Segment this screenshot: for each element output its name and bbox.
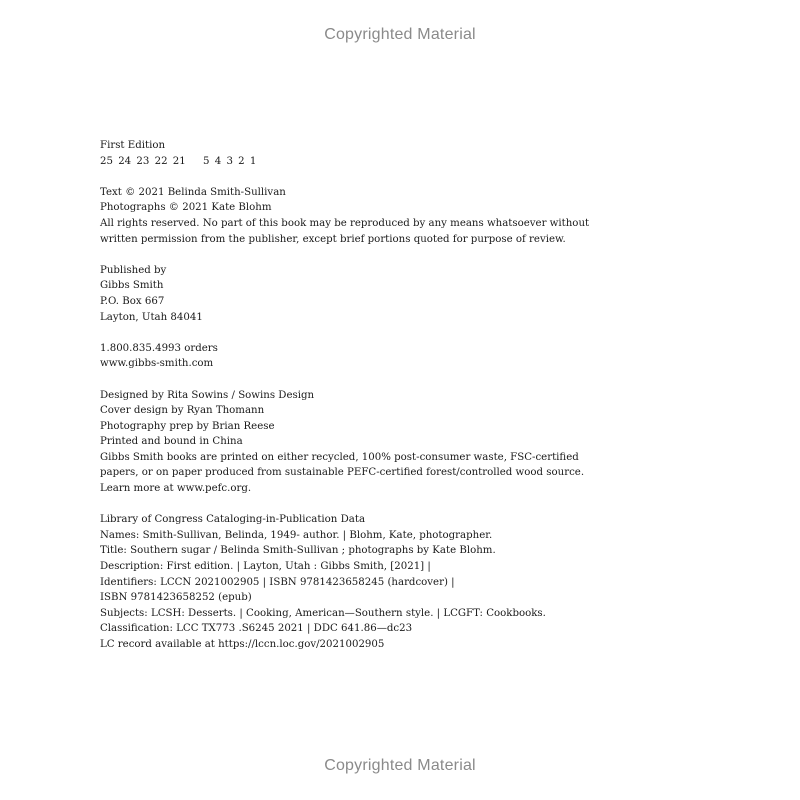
publisher-address-2: Layton, Utah 84041: [100, 311, 203, 323]
cip-description: Description: First edition. | Layton, Utah : Gibbs Smith, [2021] |: [100, 561, 431, 573]
printing-impressions: 5 4 3 2 1: [203, 155, 257, 167]
publisher-address-1: P.O. Box 667: [100, 295, 165, 307]
orders-phone: 1.800.835.4993 orders: [100, 342, 218, 354]
copyright-page: [100, 138, 590, 653]
watermark-bottom: Copyrighted Material: [324, 757, 476, 774]
rights-line-1: All rights reserved. No part of this book may be reproduced by any means whatsoever without: [100, 217, 590, 229]
cip-heading: Library of Congress Cataloging-in-Publication Data: [100, 514, 366, 526]
publisher-name: Gibbs Smith: [100, 280, 164, 292]
paper-note-2: papers, or on paper produced from sustainable PEFC-certified forest/controlled wood source.: [100, 467, 585, 479]
watermark-top: Copyrighted Material: [324, 26, 476, 43]
cip-title: Title: Southern sugar / Belinda Smith-Sullivan ; photographs by Kate Blohm.: [100, 545, 496, 557]
printed-in: Printed and bound in China: [100, 436, 243, 448]
cip-names: Names: Smith-Sullivan, Belinda, 1949- author. | Blohm, Kate, photographer.: [100, 529, 493, 541]
cover-design: Cover design by Ryan Thomann: [100, 405, 265, 417]
cip-record: LC record available at https://lccn.loc.gov/2021002905: [100, 639, 385, 650]
publisher-website: www.gibbs-smith.com: [100, 358, 214, 370]
cip-identifiers-1: Identifiers: LCCN 2021002905 | ISBN 9781423658245 (hardcover) |: [100, 576, 455, 588]
rights-line-2: written permission from the publisher, except brief portions quoted for purpose of review.: [100, 233, 566, 245]
cip-identifiers-2: ISBN 9781423658252 (epub): [100, 592, 252, 604]
cip-subjects: Subjects: LCSH: Desserts. | Cooking, American—Southern style. | LCGFT: Cookbooks.: [100, 607, 546, 619]
cip-classification: Classification: LCC TX773 .S6245 2021 | DDC 641.86—dc23: [100, 623, 413, 635]
paper-note-3: Learn more at www.pefc.org.: [100, 483, 252, 495]
printing-years: 25 24 23 22 21: [100, 155, 186, 167]
designed-by: Designed by Rita Sowins / Sowins Design: [100, 389, 315, 401]
paper-note-1: Gibbs Smith books are printed on either recycled, 100% post-consumer waste, FSC-certified: [100, 451, 579, 463]
printing-line: [100, 154, 520, 170]
photo-copyright: Photographs © 2021 Kate Blohm: [100, 202, 272, 214]
edition-label: First Edition: [100, 140, 166, 151]
photography-prep: Photography prep by Brian Reese: [100, 420, 275, 432]
published-by-label: Published by: [100, 264, 167, 276]
text-copyright: Text © 2021 Belinda Smith-Sullivan: [100, 186, 286, 198]
